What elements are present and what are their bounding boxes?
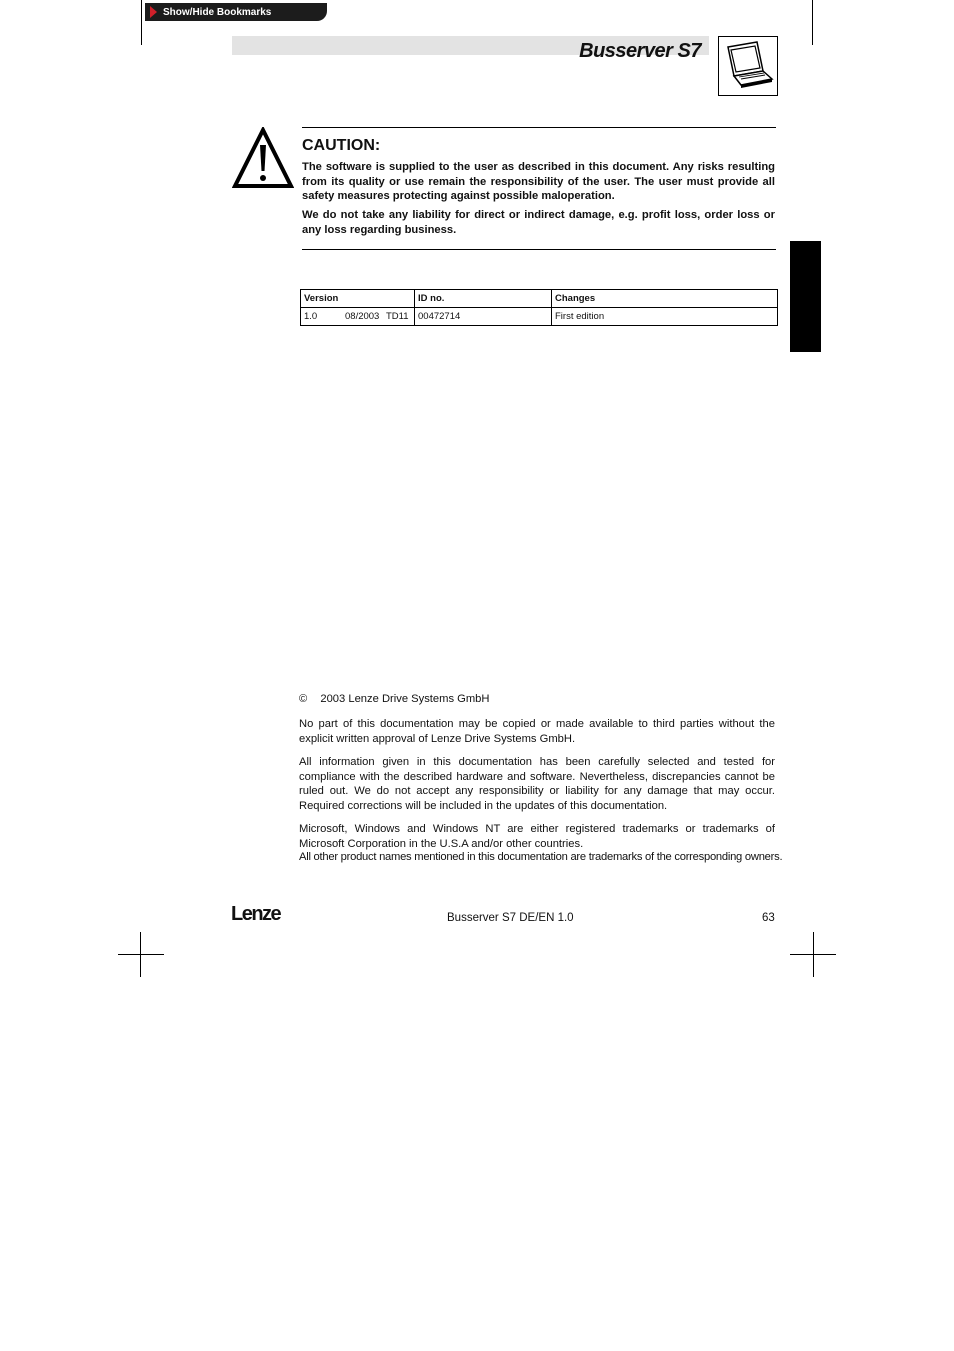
warning-triangle-icon [232,127,294,194]
page-number: 63 [762,912,775,924]
show-hide-bookmarks-button[interactable] [145,3,327,21]
version-number: 1.0 [304,311,318,322]
trademark-paragraph: Microsoft, Windows and Windows NT are either registered trademarks or trademarks of Microsoft Corporation in the U.S.A and/or other countries. [299,823,775,850]
version-date: 08/2003 [345,311,380,322]
page-title: Busserver S7 [579,40,701,62]
document-id: Busserver S7 DE/EN 1.0 [447,912,574,924]
liability-paragraph: We do not take any liability for direct or indirect damage, e.g. profit loss, order loss or any loss regarding business. [302,209,775,236]
disclaimer-paragraph: All information given in this documentation has been carefully selected and tested for compliance with the described hardware and software. Nevertheless, discrepancies cannot be ruled out. We do not accept any responsibility or liability for any damage that may occur. Required corrections will be included in the updates of this documentation. [299,756,775,812]
version-cell [301,308,415,326]
bookmarks-label: Show/Hide Bookmarks [163,6,272,18]
crop-mark [790,954,836,955]
chapter-tab-marker [790,241,821,352]
column-header-id: ID no. [415,290,552,308]
caution-heading: CAUTION: [302,137,381,154]
laptop-icon [718,36,778,96]
column-header-changes: Changes [552,290,778,308]
copyright-symbol: © [299,693,308,705]
copyright-text: 2003 Lenze Drive Systems GmbH [320,693,490,705]
triangle-right-icon [150,6,157,18]
divider [302,127,776,128]
lenze-logo: Lenze [231,903,281,925]
table-header-row [301,290,778,308]
version-table [300,289,778,326]
copyright-line [299,693,489,705]
version-code: TD11 [386,311,409,322]
table-row [301,308,778,326]
divider [302,249,776,250]
caution-paragraph: The software is supplied to the user as described in this document. Any risks resulting from its quality or use remain the responsibility of the user. The user must provide all safety measures protecting against possible maloperation. [302,161,775,202]
trademark-paragraph-2: All other product names mentioned in this documentation are trademarks of the corresponding owners. [299,851,783,863]
crop-mark [141,0,142,45]
column-header-version: Version [301,290,415,308]
changes-cell: First edition [552,308,778,326]
id-cell: 00472714 [415,308,552,326]
crop-mark [118,954,164,955]
crop-mark [812,0,813,45]
copyright-paragraph: No part of this documentation may be copied or made available to third parties without the explicit written approval of Lenze Drive Systems GmbH. [299,718,775,745]
